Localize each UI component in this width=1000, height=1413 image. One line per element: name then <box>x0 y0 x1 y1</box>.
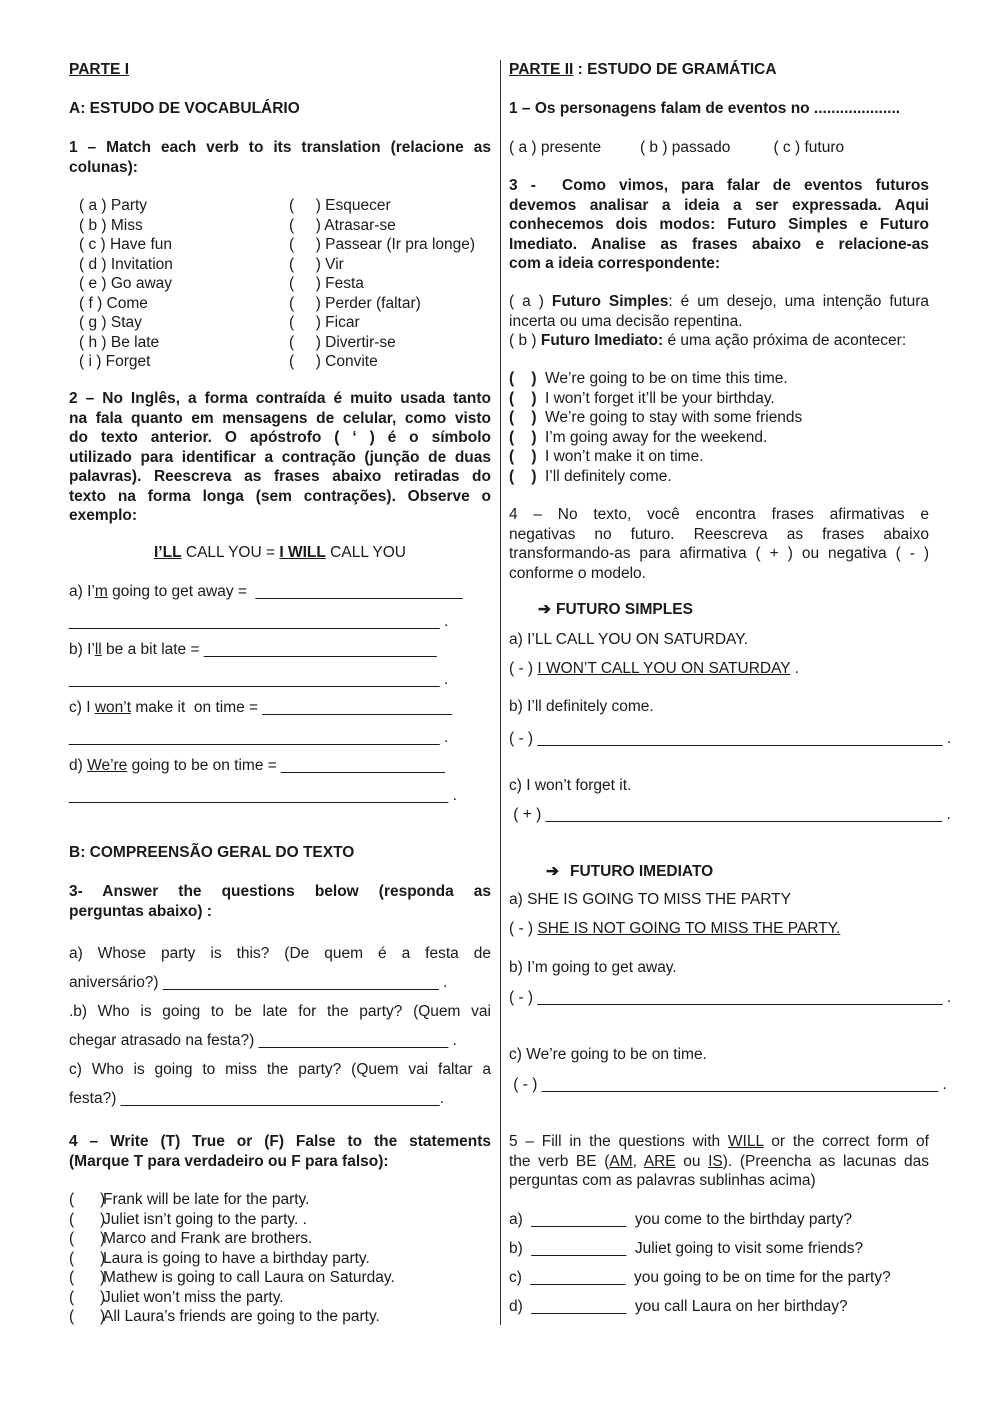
statement-text: Juliet won’t miss the party. <box>103 1288 284 1306</box>
true-false-item <box>69 1307 491 1327</box>
fill-in-item[interactable]: a) ___________ you come to the birthday party? <box>509 1211 852 1228</box>
futuro-simples-a-negative: ( - ) I WON’T CALL YOU ON SATURDAY . <box>509 660 799 677</box>
match-row <box>79 313 491 333</box>
answer-box[interactable]: ( ) <box>69 1288 106 1306</box>
answer-blank-a[interactable]: going to get away = ________________________ <box>107 583 463 600</box>
exercise-d: d) We’re going to be on time = ___________________ <box>69 757 445 774</box>
fill-in-list <box>509 1210 929 1326</box>
part-two-title: PARTE II : ESTUDO DE GRAMÁTICA <box>509 61 777 78</box>
question-2 <box>69 389 491 526</box>
futuro-simples-a: a) I’LL CALL YOU ON SATURDAY. <box>509 631 748 648</box>
futuro-imediato-c: c) We’re going to be on time. <box>509 1046 707 1063</box>
grammar-question-4-line: 4 – No texto, você encontra frases afirmativas e <box>509 506 929 523</box>
answer-box[interactable]: ( ) <box>69 1249 106 1267</box>
answer-box[interactable]: ( ) <box>509 448 537 465</box>
futuro-imediato-b-line[interactable]: ( - ) _______________________________________________ . <box>509 989 952 1006</box>
answer-box[interactable]: ( ) <box>69 1230 106 1247</box>
exercise-b: b) I’ll be a bit late = ___________________________ <box>69 641 437 658</box>
answer-box[interactable]: ( ) <box>509 370 537 387</box>
match-translation[interactable]: ( ) Esquecer <box>289 197 391 214</box>
future-idea-item <box>509 408 929 428</box>
match-row <box>79 235 491 255</box>
exercise-a-line[interactable]: ___________________________________________ . <box>69 613 449 630</box>
match-translation[interactable]: ( ) Divertir-se <box>289 333 396 351</box>
answer-box[interactable]: ( ) <box>69 1308 106 1325</box>
statement-text: Juliet isn’t going to the party. . <box>103 1210 307 1228</box>
statement-text: Frank will be late for the party. <box>103 1191 310 1208</box>
answer-box[interactable]: ( ) <box>509 467 537 485</box>
statement-text: All Laura’s friends are going to the party. <box>103 1308 380 1325</box>
column-divider <box>500 60 501 1325</box>
grammar-question-1: 1 – Os personagens falam de eventos no .................... <box>509 100 901 117</box>
question-2-line: na fala quanto em mensagens de celular, como visto <box>69 409 491 427</box>
match-row <box>79 255 491 275</box>
grammar-question-3-line: 3 - Como vimos, para falar de eventos futuros <box>509 177 929 194</box>
match-row <box>79 352 491 372</box>
grammar-question-3-line: devemos analisar a ideia a ser expressada. Aqui <box>509 196 929 214</box>
question-2-line: utilizado para identificar a contração (junção de duas <box>69 448 491 466</box>
match-translation[interactable]: ( ) Convite <box>289 353 378 370</box>
futuro-imediato-heading: ➔ FUTURO IMEDIATO <box>546 863 714 880</box>
match-translation[interactable]: ( ) Perder (faltar) <box>289 294 421 312</box>
match-verb: ( i ) Forget <box>79 353 151 370</box>
sentence-text: We’re going to be on time this time. <box>545 370 788 387</box>
grammar-question-3-line: com a ideia correspondente: <box>509 255 721 272</box>
future-idea-item <box>509 369 929 389</box>
grammar-question-4 <box>509 505 929 583</box>
futuro-simples-c-line[interactable]: ( + ) ______________________________________________ . <box>509 806 951 823</box>
match-verb: ( a ) Party <box>79 197 148 214</box>
fill-in-item[interactable]: d) ___________ you call Laura on her birthday? <box>509 1298 848 1315</box>
futuro-simples-heading: ➔ FUTURO SIMPLES <box>538 601 693 618</box>
section-a-title: A: ESTUDO DE VOCABULÁRIO <box>69 100 300 117</box>
answer-box[interactable]: ( ) <box>509 428 537 446</box>
exercise-a: a) I’m going to get away = ________________________ <box>69 583 463 600</box>
question-4: 4 – Write (T) True or (F) False to the statements (Marque T para verdadeiro ou F para falso): <box>69 1133 491 1170</box>
true-false-item <box>69 1288 491 1308</box>
match-verb: ( b ) Miss <box>79 216 143 234</box>
match-translation[interactable]: ( ) Ficar <box>289 314 360 331</box>
answer-blank-b[interactable]: be a bit late = ___________________________ <box>101 641 437 658</box>
answer-blank-d[interactable]: going to be on time = ___________________ <box>127 757 445 774</box>
match-translation[interactable]: ( ) Atrasar-se <box>289 216 396 234</box>
match-row <box>79 196 491 216</box>
futuro-imediato-b: b) I’m going to get away. <box>509 959 677 976</box>
grammar-question-3-line: conhecemos dois modos: Futuro Simples e Futuro <box>509 216 929 233</box>
exercise-b-line[interactable]: ___________________________________________ . <box>69 671 449 688</box>
exercise-c-line[interactable]: ___________________________________________ . <box>69 729 449 746</box>
match-verb: ( d ) Invitation <box>79 255 173 273</box>
question-3a: a) Whose party is this? (De quem é a festa de aniversário?) ________________________________ . <box>69 945 491 991</box>
future-idea-item <box>509 447 929 467</box>
answer-blank-c[interactable]: make it on time = ______________________ <box>131 699 453 716</box>
question-3c: c) Who is going to miss the party? (Quem vai faltar a festa?) _____________________________________. <box>69 1061 491 1107</box>
future-idea-item <box>509 428 929 448</box>
match-translation[interactable]: ( ) Vir <box>289 255 344 273</box>
match-row <box>79 333 491 353</box>
match-verb: ( h ) Be late <box>79 333 160 351</box>
true-false-item <box>69 1249 491 1269</box>
true-false-item <box>69 1268 491 1288</box>
fill-in-item[interactable]: c) ___________ you going to be on time for the party? <box>509 1269 891 1286</box>
sentence-text: We’re going to stay with some friends <box>545 409 803 426</box>
match-verb: ( f ) Come <box>79 294 148 312</box>
question-2-line: do texto anterior. O apóstrofo ( ‘ ) é o símbolo <box>69 429 491 446</box>
question-2-line: exemplo: <box>69 507 138 524</box>
question-3: 3- Answer the questions below (responda as perguntas abaixo) : <box>69 883 491 920</box>
matching-table <box>79 196 491 372</box>
grammar-question-4-line: conforme o modelo. <box>509 564 646 582</box>
sentence-text: I won’t forget it’ll be your birthday. <box>545 389 775 407</box>
true-false-item <box>69 1210 491 1230</box>
match-row <box>79 216 491 236</box>
grammar-question-3-line: Imediato. Analise as frases abaixo e relacione-as <box>509 235 929 253</box>
true-false-list <box>69 1190 491 1327</box>
grammar-question-4-line: transformando-as para afirmativa ( + ) ou negativa ( - ) <box>509 545 929 562</box>
section-b-title: B: COMPREENSÃO GERAL DO TEXTO <box>69 844 355 861</box>
contraction-example: I’LL CALL YOU = I WILL CALL YOU <box>154 544 406 561</box>
futuro-simples-c: c) I won’t forget it. <box>509 777 632 794</box>
question-1: 1 – Match each verb to its translation (relacione as colunas): <box>69 139 491 176</box>
futuro-imediato-definition: ( b ) Futuro Imediato: é uma ação próxima de acontecer: <box>509 332 907 349</box>
answer-box[interactable]: ( ) <box>509 409 537 426</box>
grammar-question-4-line: negativas no futuro. Reescreva as frases abaixo <box>509 525 929 543</box>
future-idea-item <box>509 389 929 409</box>
match-translation[interactable]: ( ) Festa <box>289 275 364 292</box>
statement-text: Mathew is going to call Laura on Saturday. <box>103 1269 395 1286</box>
match-verb: ( g ) Stay <box>79 314 142 331</box>
match-translation[interactable]: ( ) Passear (Ir pra longe) <box>289 236 476 253</box>
futuro-imediato-c-line[interactable]: ( - ) ______________________________________________ . <box>509 1076 947 1093</box>
true-false-item <box>69 1229 491 1249</box>
match-verb: ( e ) Go away <box>79 275 173 292</box>
exercise-d-line[interactable]: ____________________________________________ . <box>69 787 457 804</box>
question-3b: .b) Who is going to be late for the party? (Quem vai chegar atrasado na festa?) ______________________ . <box>69 1003 491 1049</box>
sentence-text: I won’t make it on time. <box>545 448 704 465</box>
question-2-line: texto na forma longa (sem contrações). Observe o <box>69 487 491 505</box>
exercise-c: c) I won’t make it on time = ______________________ <box>69 699 453 716</box>
grammar-question-3 <box>509 176 929 274</box>
futuro-imediato-a: a) SHE IS GOING TO MISS THE PARTY <box>509 891 791 908</box>
true-false-item <box>69 1190 491 1210</box>
future-idea-item <box>509 467 929 487</box>
arrow-right-icon: ➔ <box>546 863 559 880</box>
match-verb: ( c ) Have fun <box>79 236 173 253</box>
grammar-question-1-options[interactable]: ( a ) presente ( b ) passado ( c ) futuro <box>509 139 845 156</box>
arrow-right-icon: ➔ <box>538 601 551 618</box>
future-ideas-list <box>509 369 929 486</box>
part-one-title: PARTE I <box>69 61 129 78</box>
answer-box[interactable]: ( ) <box>509 389 537 407</box>
grammar-question-5: 5 – Fill in the questions with WILL or the correct form of the verb BE (AM, ARE ou IS). (Preencha as lacunas das perguntas com as palavras sublinhas acima) <box>509 1133 929 1189</box>
answer-box[interactable]: ( ) <box>69 1269 106 1286</box>
answer-box[interactable]: ( ) <box>69 1191 106 1208</box>
statement-text: Marco and Frank are brothers. <box>103 1230 313 1247</box>
fill-in-item[interactable]: b) ___________ Juliet going to visit some friends? <box>509 1240 864 1257</box>
futuro-simples-b-line[interactable]: ( - ) _______________________________________________ . <box>509 730 952 747</box>
match-row <box>79 274 491 294</box>
question-2-line: palavras). Reescreva as frases abaixo retiradas do <box>69 468 491 485</box>
futuro-imediato-a-negative: ( - ) SHE IS NOT GOING TO MISS THE PARTY. <box>509 920 841 937</box>
futuro-simples-b: b) I’ll definitely come. <box>509 698 654 715</box>
sentence-text: I’ll definitely come. <box>545 467 672 485</box>
statement-text: Laura is going to have a birthday party. <box>103 1249 370 1267</box>
answer-box[interactable]: ( ) <box>69 1210 106 1228</box>
match-row <box>79 294 491 314</box>
question-2-line: 2 – No Inglês, a forma contraída é muito usada tanto <box>69 390 491 407</box>
futuro-simples-definition: ( a ) Futuro Simples: é um desejo, uma intenção futura incerta ou uma decisão repentina. <box>509 293 929 330</box>
sentence-text: I’m going away for the weekend. <box>545 428 768 446</box>
